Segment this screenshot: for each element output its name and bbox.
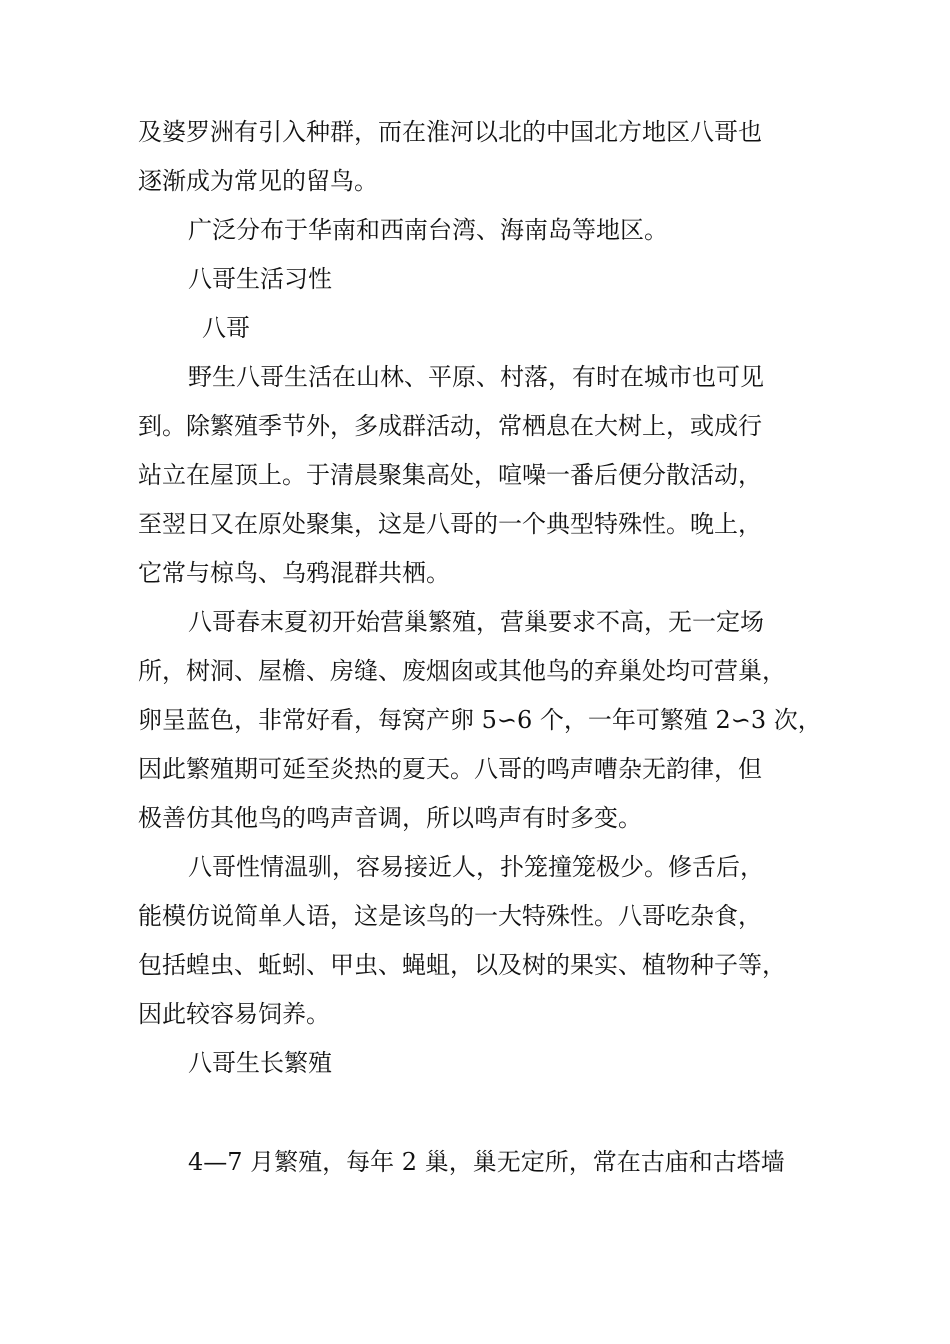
text-line: 站立在屋顶上。于清晨聚集高处，喧噪一番后便分散活动， [138,461,762,489]
paragraph-habits [138,353,838,598]
section-heading-breeding [138,1039,838,1088]
caption-text: 八哥 [202,314,250,342]
text-line: 所，树洞、屋檐、房缝、废烟囱或其他鸟的弃巢处均可营巢， [138,657,786,685]
paragraph-breeding-season [138,1138,838,1187]
text-line: 4—7 月繁殖，每年 2 巢，巢无定所，常在古庙和古塔墙 [188,1148,785,1176]
text-line: 包括蝗虫、蚯蚓、甲虫、蝇蛆，以及树的果实、植物种子等， [138,951,786,979]
text-line: 因此较容易饲养。 [138,1000,330,1028]
paragraph-distribution [138,206,838,255]
paragraph-breeding [138,598,838,843]
text-line: 因此繁殖期可延至炎热的夏天。八哥的鸣声嘈杂无韵律，但 [138,755,762,783]
heading-text: 八哥生长繁殖 [188,1049,332,1077]
text-line: 及婆罗洲有引入种群，而在淮河以北的中国北方地区八哥也 [138,118,762,146]
text-line: 广泛分布于华南和西南台湾、海南岛等地区。 [188,216,668,244]
section-heading-habits [138,255,838,304]
heading-text: 八哥生活习性 [188,265,332,293]
image-caption [138,304,838,353]
text-line: 到。除繁殖季节外，多成群活动，常栖息在大树上，或成行 [138,412,762,440]
document-body [138,108,838,1187]
paragraph-continuation [138,108,838,206]
text-line: 逐渐成为常见的留鸟。 [138,167,378,195]
text-line: 野生八哥生活在山林、平原、村落，有时在城市也可见 [188,363,764,391]
text-line: 卵呈蓝色，非常好看，每窝产卵 5∽6 个，一年可繁殖 2∽3 次， [138,706,822,734]
text-line: 八哥春末夏初开始营巢繁殖，营巢要求不高，无一定场 [188,608,764,636]
text-line: 极善仿其他鸟的鸣声音调，所以鸣声有时多变。 [138,804,642,832]
paragraph-temperament [138,843,838,1039]
text-line: 它常与椋鸟、乌鸦混群共栖。 [138,559,450,587]
text-line: 能模仿说简单人语，这是该鸟的一大特殊性。八哥吃杂食， [138,902,762,930]
blank-line [138,1088,838,1138]
text-line: 八哥性情温驯，容易接近人，扑笼撞笼极少。修舌后， [188,853,764,881]
text-line: 至翌日又在原处聚集，这是八哥的一个典型特殊性。晚上， [138,510,762,538]
